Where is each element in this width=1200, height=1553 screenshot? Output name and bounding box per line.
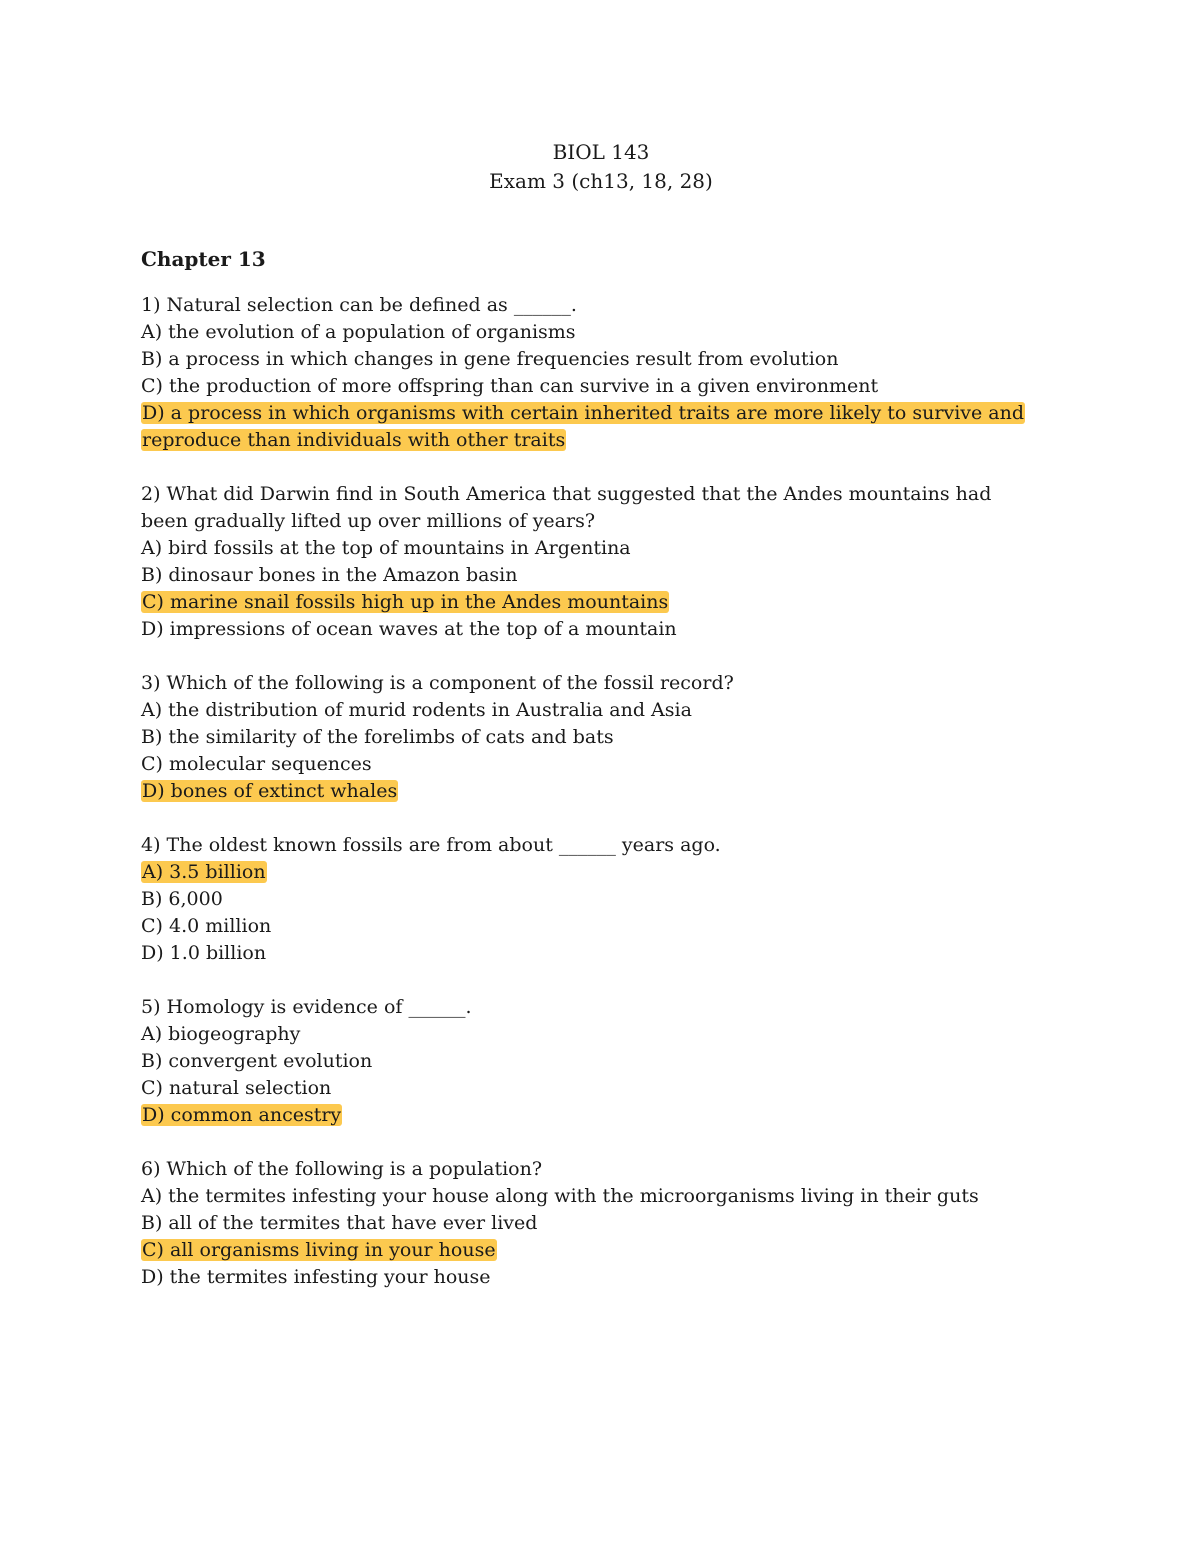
answer-option: C) molecular sequences: [141, 753, 372, 775]
question-5: [141, 994, 1041, 1129]
course-title: BIOL 143: [552, 140, 650, 164]
answer-option: B) all of the termites that have ever lived: [141, 1212, 538, 1234]
answer-option: D) impressions of ocean waves at the top of a mountain: [141, 618, 677, 640]
answer-option: B) dinosaur bones in the Amazon basin: [141, 564, 518, 586]
correct-answer-highlight: D) bones of extinct whales: [142, 780, 398, 802]
answer-option: B) the similarity of the forelimbs of cats and bats: [141, 726, 614, 748]
document-page: [141, 138, 1041, 1291]
answer-option: A) bird fossils at the top of mountains in Argentina: [141, 537, 631, 559]
correct-answer-row: [141, 1237, 1041, 1264]
answer-option: B) convergent evolution: [141, 1050, 373, 1072]
answer-option: D) the termites infesting your house: [141, 1266, 491, 1288]
correct-answer-row: [141, 778, 1041, 805]
correct-answer-highlight: D) a process in which organisms with certain inherited traits are more likely to survive and reproduce than individuals with other traits: [142, 402, 1025, 451]
correct-answer-row: [141, 1102, 1041, 1129]
answer-option: B) a process in which changes in gene frequencies result from evolution: [141, 348, 839, 370]
answer-option: C) 4.0 million: [141, 915, 272, 937]
answer-option: A) the evolution of a population of organisms: [141, 321, 576, 343]
answer-option: A) the distribution of murid rodents in Australia and Asia: [141, 699, 692, 721]
question-6: [141, 1156, 1041, 1291]
question-stem: 6) Which of the following is a population?: [141, 1158, 543, 1180]
answer-option: C) natural selection: [141, 1077, 332, 1099]
chapter-heading: Chapter 13: [141, 247, 266, 271]
question-stem: 3) Which of the following is a component of the fossil record?: [141, 672, 734, 694]
document-header: [141, 138, 1061, 196]
answer-option: B) 6,000: [141, 888, 223, 910]
answer-option: D) 1.0 billion: [141, 942, 267, 964]
question-4: [141, 832, 1041, 967]
correct-answer-highlight: D) common ancestry: [142, 1104, 342, 1126]
correct-answer-row: [141, 859, 1041, 886]
question-stem: 2) What did Darwin find in South America that suggested that the Andes mountains had been gradually lifted up over millions of years?: [141, 483, 992, 532]
answer-option: C) the production of more offspring than can survive in a given environment: [141, 375, 879, 397]
question-1: [141, 292, 1041, 454]
correct-answer-highlight: A) 3.5 billion: [142, 861, 266, 883]
answer-option: A) biogeography: [141, 1023, 301, 1045]
correct-answer-highlight: C) all organisms living in your house: [142, 1239, 496, 1261]
question-stem: 5) Homology is evidence of ______.: [141, 996, 472, 1018]
question-2: [141, 481, 1041, 643]
correct-answer-row: [141, 589, 1041, 616]
question-stem: 4) The oldest known fossils are from about ______ years ago.: [141, 834, 721, 856]
question-stem: 1) Natural selection can be defined as ______.: [141, 294, 577, 316]
answer-option: A) the termites infesting your house along with the microorganisms living in their guts: [141, 1185, 979, 1207]
correct-answer-row: [141, 400, 1041, 454]
correct-answer-highlight: C) marine snail fossils high up in the Andes mountains: [142, 591, 669, 613]
exam-title: Exam 3 (ch13, 18, 28): [489, 169, 713, 193]
question-3: [141, 670, 1041, 805]
